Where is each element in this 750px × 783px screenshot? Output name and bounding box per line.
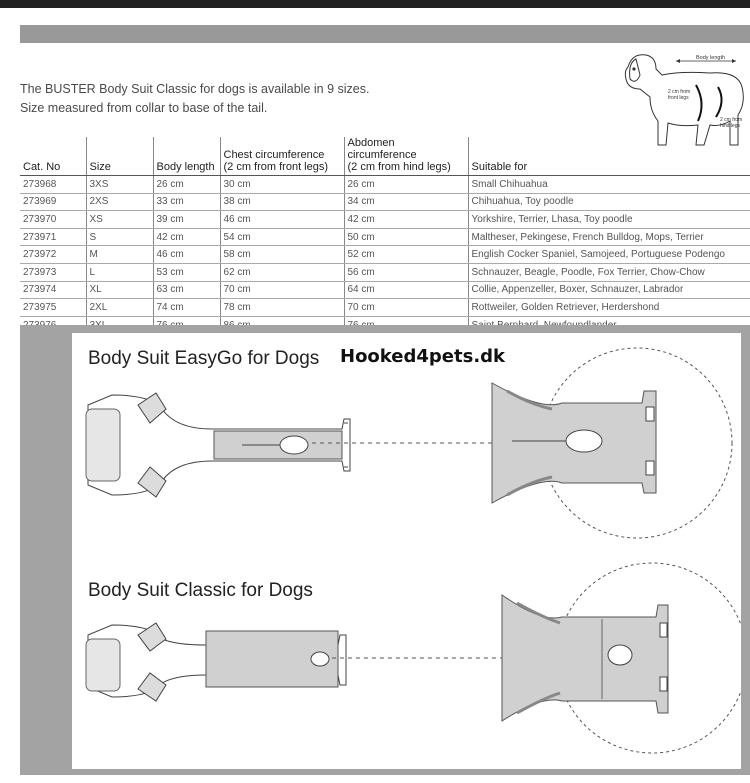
- cell-chest: 30 cm: [220, 176, 344, 194]
- hind-legs-label-1: 2 cm from: [720, 117, 743, 123]
- cell-size: M: [86, 246, 153, 264]
- cell-body-length: 74 cm: [153, 299, 220, 317]
- cell-body-length: 46 cm: [153, 246, 220, 264]
- cell-cat-no: 273968: [20, 176, 86, 194]
- easygo-title: Body Suit EasyGo for Dogs: [88, 348, 320, 369]
- cell-cat-no: 273974: [20, 281, 86, 299]
- intro-text: [20, 80, 420, 118]
- cell-abdomen: 34 cm: [344, 193, 468, 211]
- header-chest: [220, 137, 344, 176]
- cell-body-length: 26 cm: [153, 176, 220, 194]
- header-body-length: Body length: [153, 137, 220, 176]
- cell-body-length: 39 cm: [153, 211, 220, 229]
- cell-size: XL: [86, 281, 153, 299]
- cell-chest: 54 cm: [220, 228, 344, 246]
- cell-size: S: [86, 228, 153, 246]
- cell-cat-no: 273973: [20, 263, 86, 281]
- cell-suitable: Small Chihuahua: [468, 176, 750, 194]
- intro-line-1: The BUSTER Body Suit Classic for dogs is available in 9 sizes.: [20, 82, 370, 96]
- header-abdomen-line-1: Abdomen circumference: [347, 137, 417, 161]
- classic-title: Body Suit Classic for Dogs: [88, 580, 313, 601]
- header-abdomen: [344, 137, 468, 176]
- cell-suitable: Yorkshire, Terrier, Lhasa, Toy poodle: [468, 211, 750, 229]
- cell-body-length: 53 cm: [153, 263, 220, 281]
- body-length-label: Body length: [696, 55, 726, 61]
- cell-body-length: 33 cm: [153, 193, 220, 211]
- cell-body-length: 63 cm: [153, 281, 220, 299]
- header-abdomen-line-2: (2 cm from hind legs): [347, 161, 451, 173]
- cell-abdomen: 56 cm: [344, 263, 468, 281]
- cell-abdomen: 26 cm: [344, 176, 468, 194]
- table-row: [20, 281, 750, 299]
- easygo-suit-drawing: [86, 393, 350, 497]
- cell-suitable: Schnauzer, Beagle, Poodle, Fox Terrier, Chow-Chow: [468, 263, 750, 281]
- classic-suit-drawing: [86, 623, 346, 701]
- cell-chest: 70 cm: [220, 281, 344, 299]
- size-table: [20, 137, 750, 334]
- cell-size: 2XS: [86, 193, 153, 211]
- intro-line-2: Size measured from collar to base of the tail.: [20, 101, 268, 115]
- brand-watermark: Hooked4pets.dk: [340, 346, 506, 367]
- cell-body-length: 42 cm: [153, 228, 220, 246]
- cell-suitable: Chihuahua, Toy poodle: [468, 193, 750, 211]
- table-row: [20, 246, 750, 264]
- cell-chest: 62 cm: [220, 263, 344, 281]
- top-dark-bar: [0, 0, 750, 8]
- table-row: [20, 176, 750, 194]
- table-row: [20, 263, 750, 281]
- cell-suitable: English Cocker Spaniel, Samojeed, Portuguese Podengo: [468, 246, 750, 264]
- cell-cat-no: 273970: [20, 211, 86, 229]
- cell-chest: 38 cm: [220, 193, 344, 211]
- cell-chest: 46 cm: [220, 211, 344, 229]
- table-row: [20, 299, 750, 317]
- table-row: [20, 211, 750, 229]
- product-illustrations: [72, 333, 741, 769]
- table-row: [20, 228, 750, 246]
- cell-abdomen: 50 cm: [344, 228, 468, 246]
- cell-size: 2XL: [86, 299, 153, 317]
- front-legs-label-1: 2 cm from: [668, 89, 691, 95]
- cell-size: 3XS: [86, 176, 153, 194]
- cell-abdomen: 64 cm: [344, 281, 468, 299]
- cell-abdomen: 70 cm: [344, 299, 468, 317]
- cell-chest: 58 cm: [220, 246, 344, 264]
- front-legs-label-2: front legs: [668, 95, 689, 101]
- hind-legs-label-2: hind legs: [720, 123, 741, 129]
- cell-cat-no: 273971: [20, 228, 86, 246]
- cell-cat-no: 273972: [20, 246, 86, 264]
- cell-suitable: Maltheser, Pekingese, French Bulldog, Mops, Terrier: [468, 228, 750, 246]
- cell-abdomen: 52 cm: [344, 246, 468, 264]
- cell-suitable: Collie, Appenzeller, Boxer, Schnauzer, Labrador: [468, 281, 750, 299]
- header-cat-no: Cat. No: [20, 137, 86, 176]
- cell-suitable: Rottweiler, Golden Retriever, Herdershond: [468, 299, 750, 317]
- cell-size: XS: [86, 211, 153, 229]
- cell-size: L: [86, 263, 153, 281]
- header-band: [20, 25, 750, 43]
- cell-cat-no: 273969: [20, 193, 86, 211]
- cell-chest: 78 cm: [220, 299, 344, 317]
- table-row: [20, 193, 750, 211]
- table-header-row: [20, 137, 750, 176]
- header-size: Size: [86, 137, 153, 176]
- header-chest-line-2: (2 cm from front legs): [223, 161, 329, 173]
- cell-abdomen: 42 cm: [344, 211, 468, 229]
- header-chest-line-1: Chest circumference: [223, 149, 325, 161]
- header-suitable: Suitable for: [468, 137, 750, 176]
- cell-cat-no: 273975: [20, 299, 86, 317]
